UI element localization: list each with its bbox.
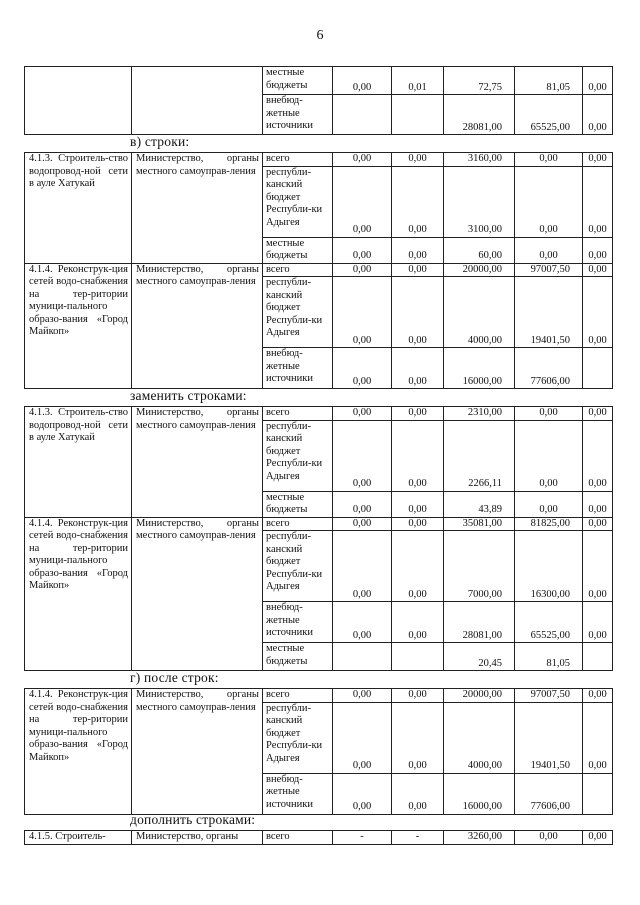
value-2015: 0,00 xyxy=(333,263,392,277)
value-2017: 3260,00 xyxy=(444,831,515,845)
value-2016: 0,00 xyxy=(392,702,444,773)
funding-source: всего xyxy=(263,831,333,845)
value-2016: 0,00 xyxy=(392,602,444,643)
funding-source: всего xyxy=(263,153,333,167)
funding-source: республи-канский бюджет Республи-ки Адыгея xyxy=(263,166,333,237)
value-2015: 0,00 xyxy=(333,420,392,491)
value-2017: 2310,00 xyxy=(444,407,515,421)
value-2015: 0,00 xyxy=(333,773,392,814)
value-2019: 0,00 xyxy=(583,166,613,237)
item-name-cell xyxy=(25,67,132,135)
value-2019: 0,00 xyxy=(583,277,613,348)
value-2018: 0,00 xyxy=(515,407,583,421)
value-2018: 65525,00 xyxy=(515,95,583,135)
funding-source: внебюд-жетные источники xyxy=(263,95,333,135)
value-2019: 0,00 xyxy=(583,831,613,845)
funding-source: местные бюджеты xyxy=(263,237,333,263)
funding-source: республи-канский бюджет Республи-ки Адыгея xyxy=(263,420,333,491)
funding-source: всего xyxy=(263,517,333,531)
value-2018: 81,05 xyxy=(515,67,583,95)
value-2015: 0,00 xyxy=(333,348,392,389)
value-2016: 0,00 xyxy=(392,420,444,491)
page-number: 6 xyxy=(316,28,324,43)
value-2018: 0,00 xyxy=(515,237,583,263)
value-2016: 0,01 xyxy=(392,67,444,95)
section-heading-add: дополнить строками: xyxy=(130,812,256,827)
table-block-add xyxy=(24,830,613,845)
value-2017: 3160,00 xyxy=(444,153,515,167)
value-2016: 0,00 xyxy=(392,237,444,263)
value-2018: 16300,00 xyxy=(515,531,583,602)
value-2018: 77606,00 xyxy=(515,348,583,389)
value-2015 xyxy=(333,95,392,135)
value-2018: 65525,00 xyxy=(515,602,583,643)
value-2018: 0,00 xyxy=(515,166,583,237)
value-2015 xyxy=(333,643,392,671)
section-heading-g: г) после строк: xyxy=(130,670,219,685)
value-2016: 0,00 xyxy=(392,773,444,814)
value-2019: 0,00 xyxy=(583,491,613,517)
value-2018: 19401,50 xyxy=(515,702,583,773)
value-2018: 0,00 xyxy=(515,491,583,517)
section-heading-v: в) строки: xyxy=(130,134,190,149)
value-2016: 0,00 xyxy=(392,348,444,389)
value-2017: 7000,00 xyxy=(444,531,515,602)
value-2018: 97007,50 xyxy=(515,689,583,703)
value-2017: 60,00 xyxy=(444,237,515,263)
value-2015: - xyxy=(333,831,392,845)
funding-source: местные бюджеты xyxy=(263,491,333,517)
table-block-lines xyxy=(24,152,613,389)
value-2018: 97007,50 xyxy=(515,263,583,277)
item-name: 4.1.4. Реконструк-ция сетей водо-снабжения на тер-ритории муници-пального образо-вания «Город Майкоп» xyxy=(25,689,132,815)
table-block-continuation xyxy=(24,66,613,135)
value-2019: 0,00 xyxy=(583,67,613,95)
value-2018: 77606,00 xyxy=(515,773,583,814)
value-2018: 19401,50 xyxy=(515,277,583,348)
value-2016 xyxy=(392,643,444,671)
item-name: 4.1.3. Строитель-ство водопровод-ной сети в ауле Хатукай xyxy=(25,407,132,518)
value-2016: 0,00 xyxy=(392,153,444,167)
value-2016: 0,00 xyxy=(392,689,444,703)
value-2017: 43,89 xyxy=(444,491,515,517)
value-2015: 0,00 xyxy=(333,517,392,531)
value-2015: 0,00 xyxy=(333,67,392,95)
value-2017: 20000,00 xyxy=(444,263,515,277)
value-2017: 20,45 xyxy=(444,643,515,671)
value-2019 xyxy=(583,643,613,671)
value-2019: 0,00 xyxy=(583,237,613,263)
value-2015: 0,00 xyxy=(333,277,392,348)
executor: Министерство, органы местного самоуправ-ления xyxy=(132,407,263,518)
value-2018: 81825,00 xyxy=(515,517,583,531)
value-2019: 0,00 xyxy=(583,95,613,135)
value-2019: 0,00 xyxy=(583,602,613,643)
value-2019: 0,00 xyxy=(583,153,613,167)
value-2016: 0,00 xyxy=(392,277,444,348)
value-2017: 16000,00 xyxy=(444,348,515,389)
value-2015: 0,00 xyxy=(333,407,392,421)
value-2019: 0,00 xyxy=(583,689,613,703)
funding-source: всего xyxy=(263,263,333,277)
value-2016 xyxy=(392,95,444,135)
value-2016: 0,00 xyxy=(392,166,444,237)
funding-source: всего xyxy=(263,689,333,703)
funding-source: местные бюджеты xyxy=(263,643,333,671)
item-name: 4.1.5. Строитель- xyxy=(25,831,132,845)
section-heading-replace: заменить строками: xyxy=(130,388,247,403)
value-2019: 0,00 xyxy=(583,263,613,277)
value-2015: 0,00 xyxy=(333,531,392,602)
value-2017: 20000,00 xyxy=(444,689,515,703)
funding-source: республи-канский бюджет Республи-ки Адыгея xyxy=(263,277,333,348)
value-2017: 28081,00 xyxy=(444,602,515,643)
value-2015: 0,00 xyxy=(333,237,392,263)
item-name: 4.1.4. Реконструк-ция сетей водо-снабжения на тер-ритории муници-пального образо-вания «Город Майкоп» xyxy=(25,517,132,671)
item-name: 4.1.4. Реконструк-ция сетей водо-снабжения на тер-ритории муници-пального образо-вания «Город Майкоп» xyxy=(25,263,132,389)
value-2016: 0,00 xyxy=(392,491,444,517)
value-2016: 0,00 xyxy=(392,517,444,531)
value-2015: 0,00 xyxy=(333,166,392,237)
value-2019: 0,00 xyxy=(583,702,613,773)
value-2016: 0,00 xyxy=(392,407,444,421)
value-2019 xyxy=(583,773,613,814)
executor: Министерство, органы местного самоуправ-ления xyxy=(132,153,263,264)
value-2016: - xyxy=(392,831,444,845)
value-2019: 0,00 xyxy=(583,517,613,531)
value-2017: 72,75 xyxy=(444,67,515,95)
value-2017: 4000,00 xyxy=(444,277,515,348)
value-2016: 0,00 xyxy=(392,263,444,277)
value-2017: 28081,00 xyxy=(444,95,515,135)
table-block-after xyxy=(24,688,613,815)
table-row xyxy=(25,263,613,277)
table-row xyxy=(25,689,613,703)
value-2019 xyxy=(583,348,613,389)
value-2019: 0,00 xyxy=(583,420,613,491)
funding-source: местные бюджеты xyxy=(263,67,333,95)
table-block-replace xyxy=(24,406,613,671)
executor: Министерство, органы местного самоуправ-ления xyxy=(132,689,263,815)
table-row xyxy=(25,407,613,421)
value-2015: 0,00 xyxy=(333,689,392,703)
table-row xyxy=(25,153,613,167)
value-2019: 0,00 xyxy=(583,531,613,602)
value-2017: 2266,11 xyxy=(444,420,515,491)
funding-source: всего xyxy=(263,407,333,421)
executor: Министерство, органы местного самоуправ-ления xyxy=(132,517,263,671)
value-2015: 0,00 xyxy=(333,491,392,517)
value-2018: 81,05 xyxy=(515,643,583,671)
table-row xyxy=(25,67,613,95)
funding-source: внебюд-жетные источники xyxy=(263,773,333,814)
value-2015: 0,00 xyxy=(333,153,392,167)
item-name: 4.1.3. Строитель-ство водопровод-ной сети в ауле Хатукай xyxy=(25,153,132,264)
executor: Министерство, органы местного самоуправ-ления xyxy=(132,263,263,389)
funding-source: внебюд-жетные источники xyxy=(263,348,333,389)
funding-source: республи-канский бюджет Республи-ки Адыгея xyxy=(263,531,333,602)
value-2017: 35081,00 xyxy=(444,517,515,531)
value-2017: 3100,00 xyxy=(444,166,515,237)
table-row xyxy=(25,517,613,531)
value-2017: 16000,00 xyxy=(444,773,515,814)
executor-cell xyxy=(132,67,263,135)
executor: Министерство, органы xyxy=(132,831,263,845)
value-2019: 0,00 xyxy=(583,407,613,421)
value-2018: 0,00 xyxy=(515,420,583,491)
value-2018: 0,00 xyxy=(515,831,583,845)
funding-source: республи-канский бюджет Республи-ки Адыгея xyxy=(263,702,333,773)
value-2016: 0,00 xyxy=(392,531,444,602)
value-2015: 0,00 xyxy=(333,702,392,773)
funding-source: внебюд-жетные источники xyxy=(263,602,333,643)
table-row xyxy=(25,831,613,845)
value-2017: 4000,00 xyxy=(444,702,515,773)
value-2015: 0,00 xyxy=(333,602,392,643)
value-2018: 0,00 xyxy=(515,153,583,167)
